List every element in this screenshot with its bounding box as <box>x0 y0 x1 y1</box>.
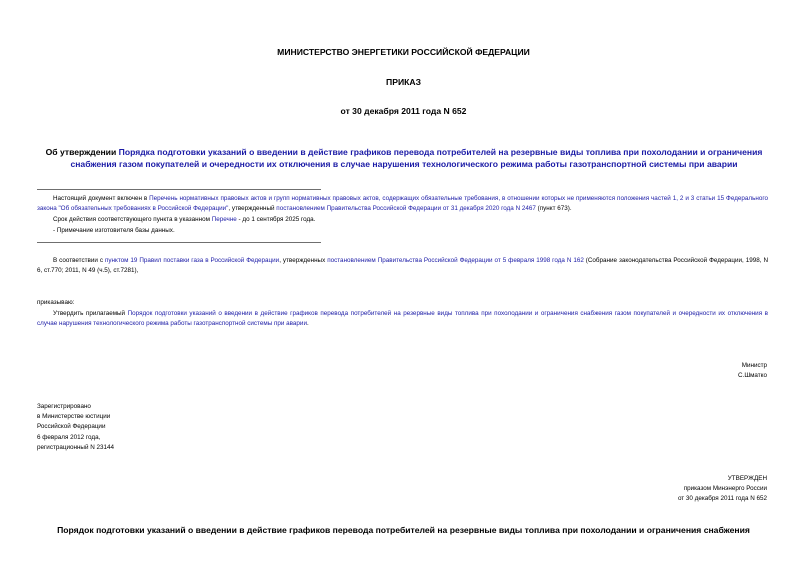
title-link[interactable]: Порядка подготовки указаний о введении в действие графиков перевода потребителей на резервные виды топлива при похолодании и ограничения снабжения газом покупателей и очередности их отключения в случае нарушения технологического режима работы газотранспортной системы при аварии <box>70 147 763 169</box>
prikazyvayu-text: приказываю: <box>37 299 75 306</box>
note-link-perechen[interactable]: Перечень нормативных правовых актов и групп нормативных правовых актов, содержащих обязательные требования, в отношении которых не применяются положения частей 1, 2 и 3 статьи 15 Федерального закона "Об обязательных требованиях в Российской Федерации" <box>37 195 768 212</box>
approved-line: УТВЕРЖДЕН <box>727 475 767 482</box>
document-title <box>32 147 776 170</box>
basis-link-postanovlenie[interactable]: постановлением Правительства Российской Федерации от 5 февраля 1998 года N 162 <box>327 257 584 264</box>
basis-text: В соответствии с <box>53 257 105 264</box>
title-prefix: Об утверждении <box>45 147 119 157</box>
basis-paragraph <box>37 256 768 276</box>
note-text: Настоящий документ включен в <box>53 195 150 202</box>
doc-date-number: от 30 декабря 2011 года N 652 <box>340 106 467 116</box>
approved-block <box>678 474 767 505</box>
note-top-rule <box>37 189 321 190</box>
signature-position: Министр <box>741 362 767 369</box>
registration-line: в Министерстве юстиции <box>37 413 111 421</box>
basis-text: , утвержденных <box>279 257 328 264</box>
signature-name: С.Шматко <box>738 372 767 380</box>
signature-block <box>738 361 767 381</box>
registration-line: 6 февраля 2012 года, <box>37 433 101 441</box>
ministry-heading: МИНИСТЕРСТВО ЭНЕРГЕТИКИ РОССИЙСКОЙ ФЕДЕРАЦИИ <box>277 47 530 57</box>
order-link-poryadok[interactable]: Порядок подготовки указаний о введении в действие графиков перевода потребителей на резервные виды топлива при похолодании и ограничения снабжения газом покупателей и очередности их отключения в случае нарушения технологического режима работы газотранспортной системы при аварии <box>37 310 768 328</box>
note-text: - до 1 сентября 2025 года. <box>236 216 316 223</box>
note-paragraph-2 <box>37 215 768 225</box>
basis-text: (Собрание законодательства Российской Федерации, 1998, N 6, ст.770; 2011, N 49 (ч.5), ст.7281), <box>37 257 769 275</box>
note-paragraph-3: - Примечание изготовителя базы данных. <box>53 227 175 234</box>
basis-link-pravila[interactable]: пунктом 19 Правил поставки газа в Российской Федерации <box>104 257 280 264</box>
note-paragraph-1 <box>37 194 768 213</box>
approved-line: приказом Минэнерго России <box>683 485 767 493</box>
approved-line: от 30 декабря 2011 года N 652 <box>677 495 767 503</box>
note-link-perechne[interactable]: Перечне <box>211 216 237 223</box>
note-text: (пункт 673). <box>535 204 572 212</box>
order-text: . <box>306 320 309 328</box>
note-link-postanovlenie[interactable]: постановлением Правительства Российской Федерации от 31 декабря 2020 года N 2467 <box>276 204 536 212</box>
appendix-title: Порядок подготовки указаний о введении в действие графиков перевода потребителей на резервные виды топлива при похолодании и ограничения снабжения <box>57 525 750 535</box>
registration-line: регистрационный N 23144 <box>37 443 115 451</box>
order-paragraph <box>37 309 768 329</box>
registration-line: Российской Федерации <box>37 423 106 431</box>
registration-line: Зарегистрировано <box>37 403 91 410</box>
registration-block <box>37 402 114 453</box>
note-bottom-rule <box>37 242 321 243</box>
doc-type-heading: ПРИКАЗ <box>386 77 421 87</box>
note-text: , утвержденный <box>228 204 277 212</box>
note-text: Срок действия соответствующего пункта в указанном <box>53 216 212 223</box>
order-text: Утвердить прилагаемый <box>53 310 128 317</box>
